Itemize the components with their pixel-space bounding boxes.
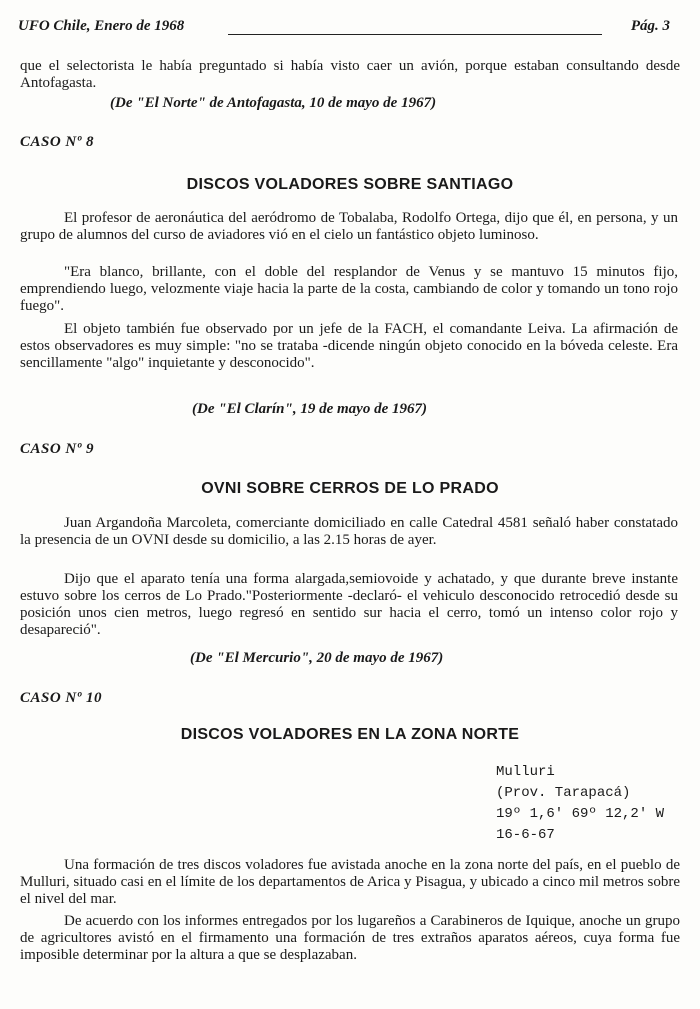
caso-9-title: OVNI SOBRE CERROS DE LO PRADO (201, 480, 499, 497)
caso-10-label: CASO Nº 10 (20, 690, 103, 706)
location-province: (Prov. Tarapacá) (496, 785, 631, 801)
caso-9-paragraph-1: Juan Argandoña Marcoleta, comerciante domiciliado en calle Catedral 4581 señaló haber constatado la presencia de un OVNI desde su domicilio, a las 2.15 horas de ayer. (20, 515, 678, 548)
caso-8-title: DISCOS VOLADORES SOBRE SANTIAGO (186, 176, 514, 193)
caso-8-paragraph-2: "Era blanco, brillante, con el doble del resplandor de Venus y se mantuvo 15 minutos fijo, emprendiendo luego, velozmente viaje hacia la parte de la costa, cambiando de color y tomando un tono rojo fuego". (20, 264, 678, 314)
header-rule (228, 34, 602, 35)
location-date: 16-6-67 (496, 827, 555, 843)
caso-9-source: (De "El Mercurio", 20 de mayo de 1967) (190, 650, 444, 666)
intro-paragraph: que el selectorista le había preguntado si había visto caer un avión, porque estaban consultando desde Antofagasta. (20, 58, 680, 91)
caso-9-label: CASO Nº 9 (20, 441, 95, 457)
caso-8-source: (De "El Clarín", 19 de mayo de 1967) (192, 401, 427, 417)
caso-9-paragraph-2: Dijo que el aparato tenía una forma alargada,semiovoide y achatado, y que durante breve instante estuvo sobre los cerros de Lo Prado."Posteriormente -declaró- el vehiculo desconocido retrocedió desde su posición unos cien metros, luego regresó en sentido sur hacia el cerro, tomó un intenso color rojo y desapareció". (20, 571, 678, 638)
page-number: Pág. 3 (630, 18, 670, 34)
caso-10-paragraph-1: Una formación de tres discos voladores fue avistada anoche en la zona norte del país, en el pueblo de Mulluri, situado casi en el límite de los departamentos de Arica y Pisagua, y ubicado a cinco mil metros sobre el nivel del mar. (20, 857, 680, 907)
caso-8-label: CASO Nº 8 (20, 134, 95, 150)
publication-title: UFO Chile, Enero de 1968 (18, 18, 185, 34)
caso-10-paragraph-2: De acuerdo con los informes entregados por los lugareños a Carabineros de Iquique, anoche un grupo de agricultores avistó en el firmamento una formación de tres extraños aparatos aéreos, cuya forma fue imposible determinar por la altura a que se desplazaban. (20, 913, 680, 963)
caso-10-location-block (496, 762, 664, 846)
page-header (18, 14, 680, 40)
caso-8-paragraph-3: El objeto también fue observado por un jefe de la FACH, el comandante Leiva. La afirmación de estos observadores es muy simple: "no se trataba -dicende ningún objeto conocido en la bóveda celeste. Era sencillamente "algo" inquietante y desconocido". (20, 321, 678, 371)
intro-source: (De "El Norte" de Antofagasta, 10 de mayo de 1967) (110, 95, 437, 111)
location-coordinates: 19º 1,6' 69º 12,2' W (496, 806, 665, 822)
location-place: Mulluri (496, 764, 555, 780)
caso-10-title: DISCOS VOLADORES EN LA ZONA NORTE (180, 726, 520, 743)
caso-8-paragraph-1: El profesor de aeronáutica del aeródromo de Tobalaba, Rodolfo Ortega, dijo que él, en persona, y un grupo de alumnos del curso de aviadores vió en el cielo un fantástico objeto luminoso. (20, 210, 678, 243)
